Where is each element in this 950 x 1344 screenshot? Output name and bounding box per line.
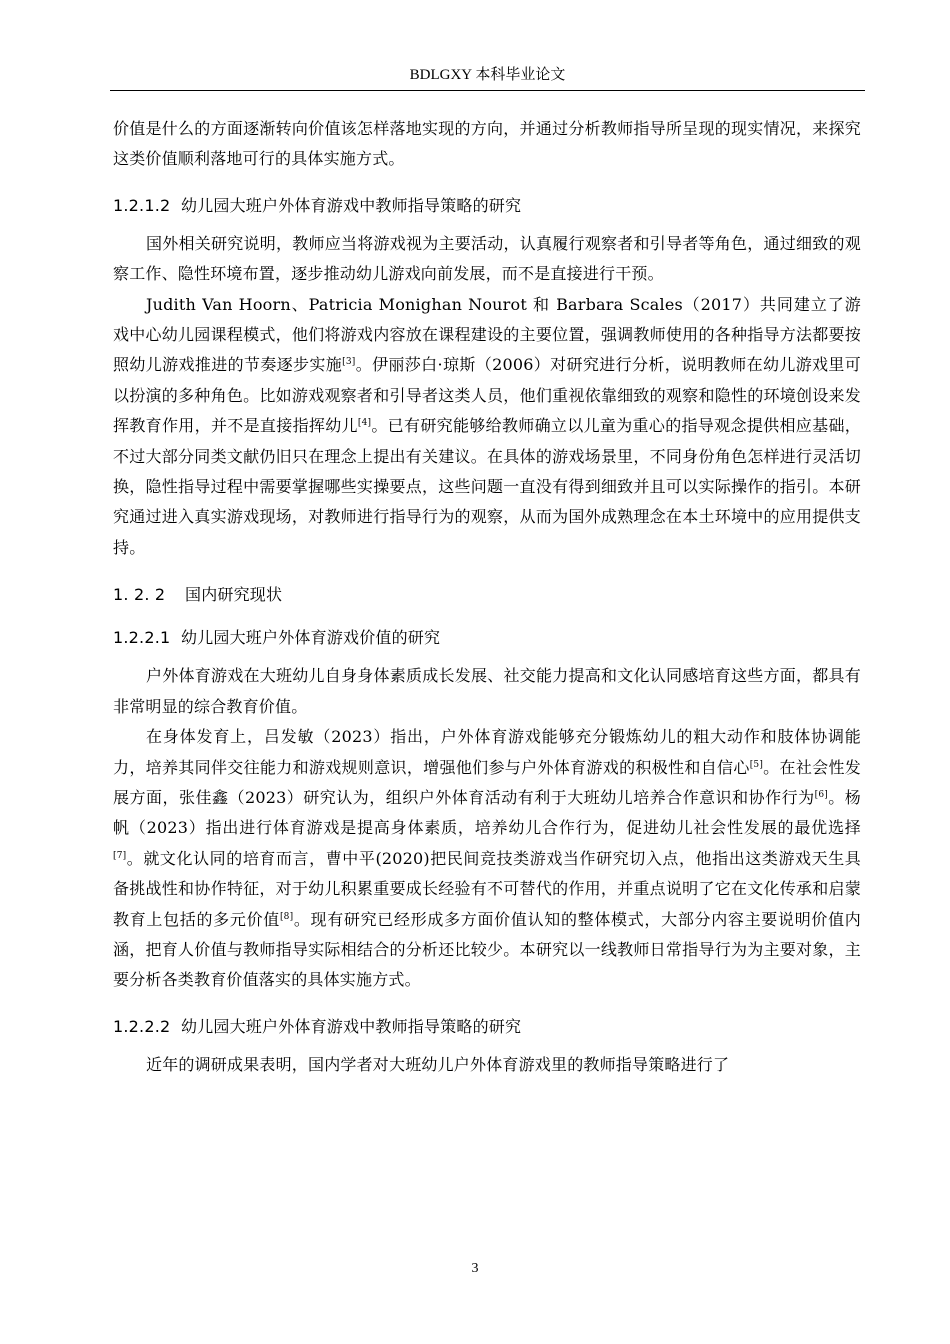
paragraph: 近年的调研成果表明，国内学者对大班幼儿户外体育游戏里的教师指导策略进行了 bbox=[146, 1054, 730, 1074]
body-text bbox=[113, 114, 861, 1080]
citation-3: [3] bbox=[342, 357, 356, 368]
heading-1-2-1-2 bbox=[113, 194, 861, 218]
paragraph-continuation: 价值是什么的方面逐渐转向价值该怎样落地实现的方向，并通过分析教师指导所呈现的现实情况，来探究这类价值顺利落地可行的具体实施方式。 bbox=[113, 119, 861, 169]
paragraph bbox=[113, 290, 861, 564]
paragraph: 国外相关研究说明，教师应当将游戏视为主要活动，认真履行观察者和引导者等角色，通过细致的观察工作、隐性环境布置，逐步推动幼儿游戏向前发展，而不是直接进行干预。 bbox=[113, 233, 861, 284]
heading-number: 1.2.2.1 bbox=[113, 628, 171, 648]
heading-number: 1.2.1.2 bbox=[113, 195, 171, 215]
heading-title: 幼儿园大班户外体育游戏中教师指导策略的研究 bbox=[181, 195, 522, 215]
citation-8: [8] bbox=[279, 911, 294, 922]
citation-6: [6] bbox=[814, 789, 828, 800]
paragraph bbox=[113, 722, 861, 996]
text-run: Judith Van Hoorn、Patricia Monighan Nourot 和 Barbara Scales（2017）共同建立了游戏中心幼儿园课程模式，他们将游戏内容放在课程建设的主要位置，强调教师使用的各种指导方法都要按照幼儿游戏推进的节奏逐步实施 bbox=[113, 294, 861, 375]
text-run: 。现有研究已经形成多方面价值认知的整体模式，大部分内容主要说明价值内涵，把育人价值与教师指导实际相结合的分析还比较少。本研究以一线教师日常指导行为为主要对象，主要分析各类教育价值落实的具体实施方式。 bbox=[113, 909, 861, 990]
text-run: 在身体发育上，吕发敏（2023）指出，户外体育游戏能够充分锻炼幼儿的粗大动作和肢体协调能力，培养其同伴交往能力和游戏规则意识，增强他们参与户外体育游戏的积极性和自信心 bbox=[113, 727, 861, 777]
heading-1-2-2 bbox=[113, 583, 861, 607]
header-rule bbox=[110, 90, 865, 91]
heading-title: 幼儿园大班户外体育游戏中教师指导策略的研究 bbox=[181, 1016, 522, 1036]
heading-title: 国内研究现状 bbox=[185, 585, 283, 605]
text-run: 。杨帆（2023）指出进行体育游戏是提高身体素质，培养幼儿合作行为，促进幼儿社会性发展的最优选择 bbox=[113, 787, 861, 838]
page-number: 3 bbox=[471, 1261, 479, 1276]
citation-5: [5] bbox=[749, 759, 764, 770]
text-run: 。在社会性发展方面，张佳鑫（2023）研究认为，组织户外体育活动有利于大班幼儿培养合作意识和协作行为 bbox=[113, 757, 861, 807]
citation-7: [7] bbox=[113, 850, 127, 861]
citation-4: [4] bbox=[357, 418, 372, 429]
paragraph: 户外体育游戏在大班幼儿自身身体素质成长发展、社交能力提高和文化认同感培育这些方面，都具有非常明显的综合教育价值。 bbox=[113, 666, 861, 716]
heading-number: 1.2.2.2 bbox=[113, 1016, 171, 1036]
heading-1-2-2-1 bbox=[113, 626, 861, 650]
text-run: 。已有研究能够给教师确立以儿童为重心的指导观念提供相应基础，不过大部分同类文献仍旧只在理念上提出有关建议。在具体的游戏场景里，不同身份角色怎样进行灵活切换，隐性指导过程中需要掌握哪些实操要点，这些问题一直没有得到细致并且可以实际操作的指引。本研究通过进入真实游戏现场，对教师进行指导行为的观察，从而为国外成熟理念在本土环境中的应用提供支持。 bbox=[113, 416, 861, 557]
text-run: 。就文化认同的培育而言，曹中平(2020)把民间竞技类游戏当作研究切入点，他指出这类游戏天生具备挑战性和协作特征，对于幼儿积累重要成长经验有不可替代的作用，并重点说明了它在文化传承和启蒙教育上包括的多元价值 bbox=[113, 848, 861, 929]
text-run: 。伊丽莎白·琼斯（2006）对研究进行分析，说明教师在幼儿游戏里可以扮演的多种角色。比如游戏观察者和引导者这类人员，他们重视依靠细致的观察和隐性的环境创设来发挥教育作用，并不是直接指挥幼儿 bbox=[113, 355, 861, 436]
running-header: BDLGXY 本科毕业论文 bbox=[409, 67, 566, 83]
heading-title: 幼儿园大班户外体育游戏价值的研究 bbox=[181, 628, 441, 648]
heading-number: 1. 2. 2 bbox=[113, 585, 166, 605]
heading-1-2-2-2 bbox=[113, 1015, 861, 1039]
